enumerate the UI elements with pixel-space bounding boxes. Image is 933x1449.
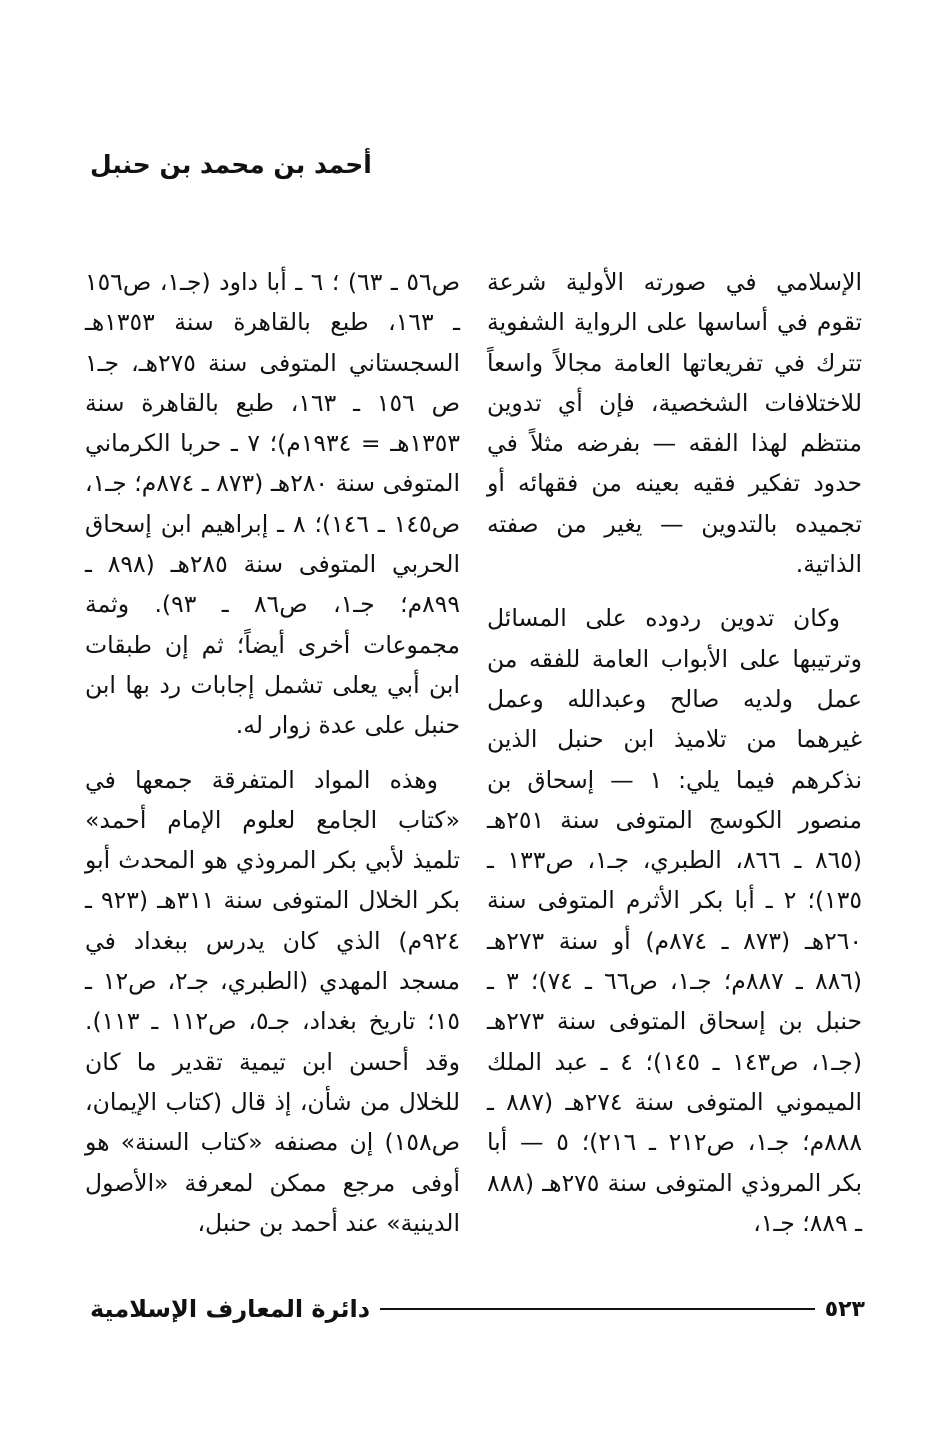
paragraph: الإسلامي في صورته الأولية شرعة تقوم في أساسها على الرواية الشفوية تترك في تفريعاتها العامة مجالاً واسعاً للاختلافات الشخصية، فإن أي تدوين منتظم لهذا الفقه — بفرضه مثلاً في حدود تفكير فقيه بعينه من فقهائه أو تجميده بالتدوين — يغير من صفته الذاتية. [487, 268, 862, 579]
left-column [85, 262, 460, 1243]
paragraph: وهذه المواد المتفرقة جمعها في «كتاب الجامع لعلوم الإمام أحمد» تلميذ لأبي بكر المروذي هو المحدث أبو بكر الخلال المتوفى سنة ٣١١هـ (٩٢٣ ـ ٩٢٤م) الذي كان يدرس ببغداد في مسجد المهدي (الطبري، جـ٢، ص١٢ ـ ١٥؛ تاريخ بغداد، جـ٥، ص١١٢ ـ ١١٣). وقد أحسن ابن تيمية تقدير ما كان للخلال من شأن، إذ قال (كتاب الإيمان، ص١٥٨) إن مصنفه «كتاب السنة» هو أوفى مرجع ممكن لمعرفة «الأصول الدينية» عند أحمد بن حنبل، [85, 765, 461, 1237]
page-footer [90, 1295, 865, 1323]
running-header-title: أحمد بن محمد بن حنبل [90, 150, 372, 179]
footer-divider [380, 1308, 815, 1310]
footer-journal-title: دائرة المعارف الإسلامية [90, 1295, 371, 1323]
page-number: ٥٢٣ [824, 1296, 865, 1322]
paragraph: ص٥٦ ـ ٦٣) ؛ ٦ ـ أبا داود (جـ١، ص١٥٦ ـ ١٦٣، طبع بالقاهرة سنة ١٣٥٣هـ السجستاني المتوفى سنة ٢٧٥هـ، جـ١ ص ١٥٦ ـ ١٦٣، طبع بالقاهرة سنة ١٣٥٣هـ = ١٩٣٤م)؛ ٧ ـ حربا الكرماني المتوفى سنة ٢٨٠هـ (٨٧٣ ـ ٨٧٤م؛ جـ١، ص١٤٥ ـ ١٤٦)؛ ٨ ـ إبراهيم ابن إسحاق الحربي المتوفى سنة ٢٨٥هـ (٨٩٨ ـ ٨٩٩م؛ جـ١، ص٨٦ ـ ٩٣). وثمة مجموعات أخرى أيضاً؛ ثم إن طبقات ابن أبي يعلى تشمل إجابات رد بها ابن حنبل على عدة زوار له. [85, 268, 460, 740]
right-column [487, 262, 862, 1243]
paragraph: وكان تدوين ردوده على المسائل وترتيبها على الأبواب العامة للفقه من عمل ولديه صالح وعبدالله وعمل غيرهما من تلاميذ ابن حنبل الذين نذكرهم فيما يلي: ١ — إسحاق بن منصور الكوسج المتوفى سنة ٢٥١هـ (٨٦٥ ـ ٨٦٦، الطبري، جـ١، ص١٣٣ ـ ١٣٥)؛ ٢ ـ أبا بكر الأثرم المتوفى سنة ٢٦٠هـ (٨٧٣ ـ ٨٧٤م) أو سنة ٢٧٣هـ (٨٨٦ ـ ٨٨٧م؛ جـ١، ص٦٦ ـ ٧٤)؛ ٣ ـ حنبل بن إسحاق المتوفى سنة ٢٧٣هـ (جـ١، ص١٤٣ ـ ١٤٥)؛ ٤ ـ عبد الملك الميموني المتوفى سنة ٢٧٤هـ (٨٨٧ ـ ٨٨٨م؛ جـ١، ص٢١٢ ـ ٢١٦)؛ ٥ — أبا بكر المروذي المتوفى سنة ٢٧٥هـ (٨٨٨ ـ ٨٨٩؛ جـ١، [487, 604, 863, 1237]
